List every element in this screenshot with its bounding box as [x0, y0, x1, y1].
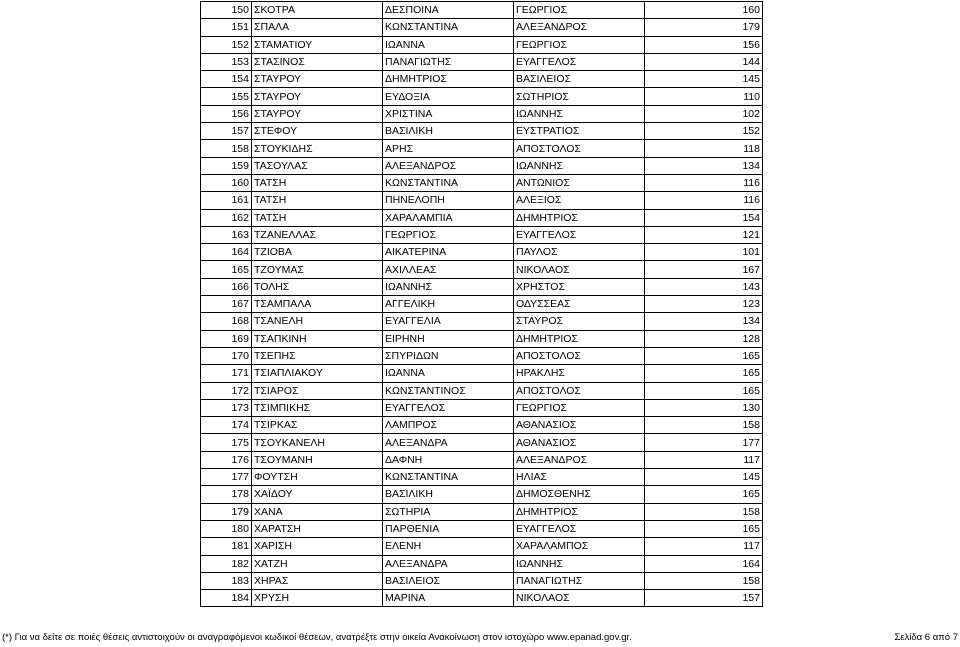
table-row [201, 503, 763, 520]
score-cell: 165 [645, 382, 763, 399]
father-name-cell: ΑΛΕΞΑΝΔΡΟΣ [514, 451, 645, 468]
first-name-cell: ΚΩΝΣΤΑΝΤΙΝΑ [383, 469, 514, 486]
score-cell: 154 [645, 209, 763, 226]
first-name-cell: ΕΙΡΗΝΗ [383, 330, 514, 347]
row-number-cell: 168 [201, 313, 252, 330]
surname-cell: ΣΤΕΦΟΥ [252, 123, 383, 140]
surname-cell: ΤΣΟΥΚΑΝΕΛΗ [252, 434, 383, 451]
table-row [201, 555, 763, 572]
score-cell: 144 [645, 53, 763, 70]
row-number-cell: 169 [201, 330, 252, 347]
table-row [201, 157, 763, 174]
father-name-cell: ΧΡΗΣΤΟΣ [514, 278, 645, 295]
surname-cell: ΣΤΑΣΙΝΟΣ [252, 53, 383, 70]
surname-cell: ΤΣΟΥΜΑΝΗ [252, 451, 383, 468]
first-name-cell: ΒΑΣΙΛΙΚΗ [383, 123, 514, 140]
row-number-cell: 162 [201, 209, 252, 226]
row-number-cell: 151 [201, 19, 252, 36]
table-row [201, 469, 763, 486]
surname-cell: ΤΑΤΣΗ [252, 209, 383, 226]
first-name-cell: ΑΙΚΑΤΕΡΙΝΑ [383, 244, 514, 261]
row-number-cell: 172 [201, 382, 252, 399]
father-name-cell: ΑΛΕΞΑΝΔΡΟΣ [514, 19, 645, 36]
surname-cell: ΤΣΙΜΠΙΚΗΣ [252, 399, 383, 416]
score-cell: 157 [645, 590, 763, 607]
first-name-cell: ΑΛΕΞΑΝΔΡΑ [383, 434, 514, 451]
table-row [201, 296, 763, 313]
father-name-cell: ΔΗΜΟΣΘΕΝΗΣ [514, 486, 645, 503]
score-cell: 143 [645, 278, 763, 295]
surname-cell: ΤΖΙΟΒΑ [252, 244, 383, 261]
table-row [201, 2, 763, 19]
surname-cell: ΤΑΤΣΗ [252, 174, 383, 191]
father-name-cell: ΟΔΥΣΣΕΑΣ [514, 296, 645, 313]
surname-cell: ΤΑΤΣΗ [252, 192, 383, 209]
score-cell: 123 [645, 296, 763, 313]
row-number-cell: 166 [201, 278, 252, 295]
first-name-cell: ΒΑΣΙΛΕΙΟΣ [383, 572, 514, 589]
father-name-cell: ΑΘΑΝΑΣΙΟΣ [514, 417, 645, 434]
row-number-cell: 165 [201, 261, 252, 278]
row-number-cell: 180 [201, 520, 252, 537]
surname-cell: ΧΡΥΣΗ [252, 590, 383, 607]
table-row [201, 174, 763, 191]
score-cell: 165 [645, 520, 763, 537]
table-row [201, 417, 763, 434]
father-name-cell: ΣΤΑΥΡΟΣ [514, 313, 645, 330]
table-row [201, 36, 763, 53]
first-name-cell: ΙΩΑΝΝΑ [383, 365, 514, 382]
table-row [201, 71, 763, 88]
surname-cell: ΧΑΝΑ [252, 503, 383, 520]
father-name-cell: ΕΥΑΓΓΕΛΟΣ [514, 520, 645, 537]
father-name-cell: ΠΑΝΑΓΙΩΤΗΣ [514, 572, 645, 589]
row-number-cell: 155 [201, 88, 252, 105]
first-name-cell: ΑΓΓΕΛΙΚΗ [383, 296, 514, 313]
first-name-cell: ΑΡΗΣ [383, 140, 514, 157]
row-number-cell: 181 [201, 538, 252, 555]
surname-cell: ΤΖΑΝΕΛΛΑΣ [252, 226, 383, 243]
row-number-cell: 158 [201, 140, 252, 157]
score-cell: 177 [645, 434, 763, 451]
score-cell: 165 [645, 347, 763, 364]
surname-cell: ΧΗΡΑΣ [252, 572, 383, 589]
score-cell: 134 [645, 157, 763, 174]
surname-cell: ΧΑΡΙΣΗ [252, 538, 383, 555]
table-row [201, 88, 763, 105]
row-number-cell: 153 [201, 53, 252, 70]
score-cell: 160 [645, 2, 763, 19]
surname-cell: ΣΤΑΥΡΟΥ [252, 105, 383, 122]
surname-cell: ΦΟΥΤΣΗ [252, 469, 383, 486]
father-name-cell: ΔΗΜΗΤΡΙΟΣ [514, 209, 645, 226]
surname-cell: ΧΑΡΑΤΣΗ [252, 520, 383, 537]
surname-cell: ΤΣΙΡΚΑΣ [252, 417, 383, 434]
table-row [201, 399, 763, 416]
score-cell: 167 [645, 261, 763, 278]
first-name-cell: ΧΑΡΑΛΑΜΠΙΑ [383, 209, 514, 226]
first-name-cell: ΧΡΙΣΤΙΝΑ [383, 105, 514, 122]
father-name-cell: ΧΑΡΑΛΑΜΠΟΣ [514, 538, 645, 555]
footnote-text: (*) Για να δείτε σε ποιές θέσεις αντιστοιχούν οι αναγραφόμενοι κωδικοί θέσεων, ανατρέξτε στην οικεία Ανακοίνωση στον ιστοχώρο www.epanad.gov.gr. [2, 632, 632, 643]
row-number-cell: 156 [201, 105, 252, 122]
father-name-cell: ΑΠΟΣΤΟΛΟΣ [514, 140, 645, 157]
score-cell: 116 [645, 174, 763, 191]
score-cell: 110 [645, 88, 763, 105]
father-name-cell: ΓΕΩΡΓΙΟΣ [514, 2, 645, 19]
father-name-cell: ΒΑΣΙΛΕΙΟΣ [514, 71, 645, 88]
surname-cell: ΤΟΛΗΣ [252, 278, 383, 295]
surname-cell: ΧΑΤΖΗ [252, 555, 383, 572]
father-name-cell: ΑΘΑΝΑΣΙΟΣ [514, 434, 645, 451]
first-name-cell: ΕΥΑΓΓΕΛΟΣ [383, 399, 514, 416]
father-name-cell: ΑΛΕΞΙΟΣ [514, 192, 645, 209]
first-name-cell: ΜΑΡΙΝΑ [383, 590, 514, 607]
score-cell: 158 [645, 417, 763, 434]
father-name-cell: ΗΡΑΚΛΗΣ [514, 365, 645, 382]
father-name-cell: ΝΙΚΟΛΑΟΣ [514, 590, 645, 607]
score-cell: 121 [645, 226, 763, 243]
row-number-cell: 171 [201, 365, 252, 382]
table-row [201, 209, 763, 226]
first-name-cell: ΚΩΝΣΤΑΝΤΙΝΟΣ [383, 382, 514, 399]
first-name-cell: ΠΗΝΕΛΟΠΗ [383, 192, 514, 209]
surname-cell: ΣΚΟΤΡΑ [252, 2, 383, 19]
row-number-cell: 176 [201, 451, 252, 468]
page-footer [0, 630, 960, 646]
surname-cell: ΣΤΟΥΚΙΔΗΣ [252, 140, 383, 157]
surname-cell: ΤΣΑΠΚΙΝΗ [252, 330, 383, 347]
first-name-cell: ΚΩΝΣΤΑΝΤΙΝΑ [383, 174, 514, 191]
first-name-cell: ΓΕΩΡΓΙΟΣ [383, 226, 514, 243]
father-name-cell: ΑΝΤΩΝΙΟΣ [514, 174, 645, 191]
score-cell: 130 [645, 399, 763, 416]
score-cell: 179 [645, 19, 763, 36]
first-name-cell: ΔΕΣΠΟΙΝΑ [383, 2, 514, 19]
first-name-cell: ΑΛΕΞΑΝΔΡΟΣ [383, 157, 514, 174]
score-cell: 101 [645, 244, 763, 261]
first-name-cell: ΕΛΕΝΗ [383, 538, 514, 555]
candidates-table [200, 1, 763, 607]
father-name-cell: ΣΩΤΗΡΙΟΣ [514, 88, 645, 105]
table-row [201, 123, 763, 140]
father-name-cell: ΓΕΩΡΓΙΟΣ [514, 36, 645, 53]
table-row [201, 313, 763, 330]
row-number-cell: 164 [201, 244, 252, 261]
table-row [201, 538, 763, 555]
first-name-cell: ΕΥΑΓΓΕΛΙΑ [383, 313, 514, 330]
table-row [201, 365, 763, 382]
page-number: Σελίδα 6 από 7 [894, 632, 958, 643]
father-name-cell: ΠΑΥΛΟΣ [514, 244, 645, 261]
row-number-cell: 182 [201, 555, 252, 572]
first-name-cell: ΙΩΑΝΝΗΣ [383, 278, 514, 295]
row-number-cell: 177 [201, 469, 252, 486]
father-name-cell: ΙΩΑΝΝΗΣ [514, 157, 645, 174]
row-number-cell: 173 [201, 399, 252, 416]
row-number-cell: 179 [201, 503, 252, 520]
first-name-cell: ΔΑΦΝΗ [383, 451, 514, 468]
table-row [201, 244, 763, 261]
father-name-cell: ΙΩΑΝΝΗΣ [514, 555, 645, 572]
table-row [201, 382, 763, 399]
surname-cell: ΤΑΣΟΥΛΑΣ [252, 157, 383, 174]
score-cell: 118 [645, 140, 763, 157]
surname-cell: ΤΣΑΜΠΑΛΑ [252, 296, 383, 313]
first-name-cell: ΕΥΔΟΞΙΑ [383, 88, 514, 105]
table-row [201, 572, 763, 589]
table-row [201, 140, 763, 157]
score-cell: 145 [645, 71, 763, 88]
table-row [201, 590, 763, 607]
surname-cell: ΣΤΑΜΑΤΙΟΥ [252, 36, 383, 53]
father-name-cell: ΕΥΑΓΓΕΛΟΣ [514, 226, 645, 243]
first-name-cell: ΣΩΤΗΡΙΑ [383, 503, 514, 520]
table-row [201, 226, 763, 243]
table-row [201, 451, 763, 468]
first-name-cell: ΙΩΑΝΝΑ [383, 36, 514, 53]
score-cell: 128 [645, 330, 763, 347]
table-row [201, 19, 763, 36]
score-cell: 165 [645, 486, 763, 503]
row-number-cell: 161 [201, 192, 252, 209]
surname-cell: ΣΤΑΥΡΟΥ [252, 71, 383, 88]
first-name-cell: ΑΛΕΞΑΝΔΡΑ [383, 555, 514, 572]
father-name-cell: ΕΥΣΤΡΑΤΙΟΣ [514, 123, 645, 140]
row-number-cell: 157 [201, 123, 252, 140]
surname-cell: ΤΣΕΠΗΣ [252, 347, 383, 364]
table-row [201, 192, 763, 209]
score-cell: 158 [645, 503, 763, 520]
surname-cell: ΤΣΙΑΡΟΣ [252, 382, 383, 399]
row-number-cell: 152 [201, 36, 252, 53]
surname-cell: ΤΖΟΥΜΑΣ [252, 261, 383, 278]
first-name-cell: ΚΩΝΣΤΑΝΤΙΝΑ [383, 19, 514, 36]
score-cell: 102 [645, 105, 763, 122]
surname-cell: ΧΑΪΔΟΥ [252, 486, 383, 503]
score-cell: 152 [645, 123, 763, 140]
score-cell: 164 [645, 555, 763, 572]
surname-cell: ΤΣΑΝΕΛΗ [252, 313, 383, 330]
table-row [201, 434, 763, 451]
first-name-cell: ΛΑΜΠΡΟΣ [383, 417, 514, 434]
first-name-cell: ΒΑΣΙΛΙΚΗ [383, 486, 514, 503]
row-number-cell: 170 [201, 347, 252, 364]
first-name-cell: ΠΑΡΘΕΝΙΑ [383, 520, 514, 537]
row-number-cell: 163 [201, 226, 252, 243]
score-cell: 165 [645, 365, 763, 382]
father-name-cell: ΑΠΟΣΤΟΛΟΣ [514, 347, 645, 364]
table-row [201, 105, 763, 122]
father-name-cell: ΙΩΑΝΝΗΣ [514, 105, 645, 122]
table-row [201, 486, 763, 503]
score-cell: 117 [645, 451, 763, 468]
surname-cell: ΣΤΑΥΡΟΥ [252, 88, 383, 105]
row-number-cell: 175 [201, 434, 252, 451]
first-name-cell: ΔΗΜΗΤΡΙΟΣ [383, 71, 514, 88]
score-cell: 145 [645, 469, 763, 486]
score-cell: 156 [645, 36, 763, 53]
father-name-cell: ΓΕΩΡΓΙΟΣ [514, 399, 645, 416]
table-row [201, 330, 763, 347]
father-name-cell: ΗΛΙΑΣ [514, 469, 645, 486]
score-cell: 158 [645, 572, 763, 589]
row-number-cell: 160 [201, 174, 252, 191]
row-number-cell: 184 [201, 590, 252, 607]
score-cell: 134 [645, 313, 763, 330]
father-name-cell: ΝΙΚΟΛΑΟΣ [514, 261, 645, 278]
father-name-cell: ΔΗΜΗΤΡΙΟΣ [514, 503, 645, 520]
first-name-cell: ΠΑΝΑΓΙΩΤΗΣ [383, 53, 514, 70]
row-number-cell: 174 [201, 417, 252, 434]
first-name-cell: ΣΠΥΡΙΔΩΝ [383, 347, 514, 364]
score-cell: 116 [645, 192, 763, 209]
candidates-table-body [201, 2, 763, 607]
first-name-cell: ΑΧΙΛΛΕΑΣ [383, 261, 514, 278]
row-number-cell: 159 [201, 157, 252, 174]
table-row [201, 278, 763, 295]
row-number-cell: 150 [201, 2, 252, 19]
table-row [201, 520, 763, 537]
father-name-cell: ΕΥΑΓΓΕΛΟΣ [514, 53, 645, 70]
table-row [201, 53, 763, 70]
father-name-cell: ΔΗΜΗΤΡΙΟΣ [514, 330, 645, 347]
surname-cell: ΤΣΙΑΠΛΙΑΚΟΥ [252, 365, 383, 382]
row-number-cell: 178 [201, 486, 252, 503]
table-row [201, 261, 763, 278]
table-row [201, 347, 763, 364]
row-number-cell: 167 [201, 296, 252, 313]
row-number-cell: 183 [201, 572, 252, 589]
father-name-cell: ΑΠΟΣΤΟΛΟΣ [514, 382, 645, 399]
surname-cell: ΣΠΑΛΑ [252, 19, 383, 36]
score-cell: 117 [645, 538, 763, 555]
row-number-cell: 154 [201, 71, 252, 88]
